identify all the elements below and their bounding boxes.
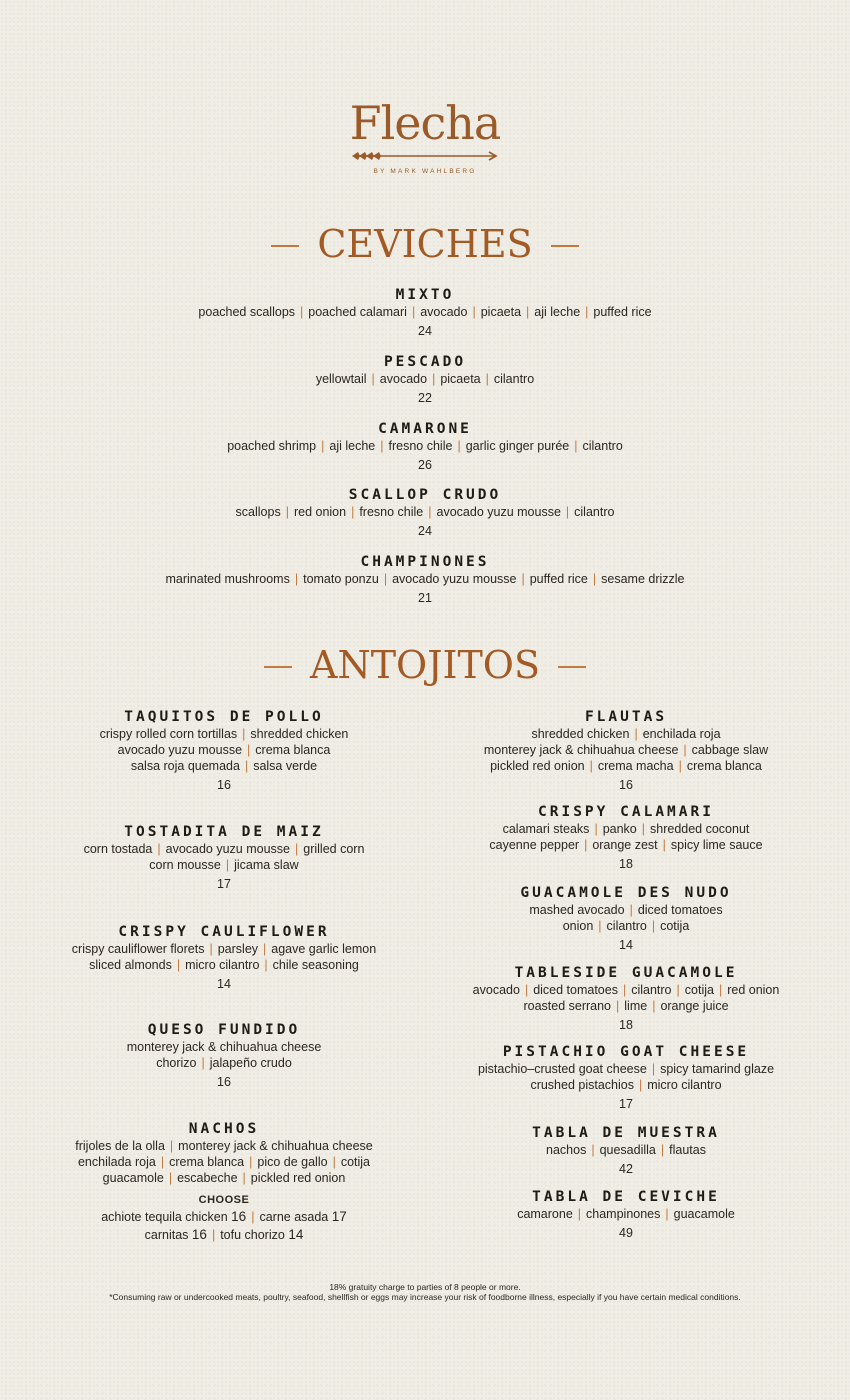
ingredient: chorizo <box>156 1056 197 1070</box>
menu-item <box>0 353 850 407</box>
logo <box>0 98 850 175</box>
ingredient-line <box>24 857 424 873</box>
ingredient: mashed avocado <box>529 903 625 917</box>
separator: | <box>251 1210 255 1224</box>
ingredient-line <box>24 758 424 774</box>
ingredient-line <box>24 742 424 758</box>
separator: | <box>176 958 181 972</box>
dish-name: PISTACHIO GOAT CHEESE <box>502 1044 750 1060</box>
ingredient: scallops <box>235 505 281 519</box>
ingredient-line <box>426 918 826 934</box>
ingredient: sliced almonds <box>89 958 172 972</box>
separator: | <box>321 439 325 453</box>
ingredient-line <box>426 742 826 758</box>
separator: | <box>591 1143 595 1157</box>
menu-item <box>426 803 826 873</box>
footer <box>0 1282 850 1302</box>
dish-price: 24 <box>418 524 432 538</box>
separator: | <box>584 838 588 852</box>
dish-price: 16 <box>217 778 231 792</box>
separator: | <box>616 999 620 1013</box>
ingredient: pistachio–crusted goat cheese <box>477 1062 647 1076</box>
ingredient-line <box>426 821 826 837</box>
menu-item <box>24 923 424 993</box>
ingredient: agave garlic lemon <box>271 942 377 956</box>
dish-price: 16 <box>619 778 633 792</box>
ingredient-line <box>426 902 826 918</box>
choose-label: CHOOSE <box>198 1194 250 1206</box>
ingredient: champinones <box>586 1207 661 1221</box>
ingredient-line <box>24 1154 424 1170</box>
ingredient-line <box>24 1055 424 1071</box>
separator: | <box>638 1078 643 1092</box>
ingredient-line <box>24 1039 424 1055</box>
separator: | <box>565 505 570 519</box>
menu-item <box>426 884 826 954</box>
separator: | <box>211 1228 216 1242</box>
ingredient: cotija <box>684 983 714 997</box>
ingredient-line <box>0 438 850 454</box>
ingredient: avocado yuzu mousse <box>392 572 517 586</box>
ingredient: shredded coconut <box>650 822 750 836</box>
separator: | <box>629 903 633 917</box>
separator: | <box>457 439 461 453</box>
ingredient: crema blanca <box>169 1155 245 1169</box>
ingredient: micro cilantro <box>185 958 260 972</box>
menu-item <box>0 420 850 474</box>
dish-price: 24 <box>418 324 432 338</box>
menu-item <box>426 1124 826 1178</box>
ceviches-title <box>0 222 850 266</box>
protein-label: carne asada <box>259 1210 329 1224</box>
ingredient: poached calamari <box>308 305 407 319</box>
separator: | <box>651 1062 656 1076</box>
separator: | <box>485 372 489 386</box>
protein-price: 17 <box>331 1209 347 1224</box>
separator: | <box>295 842 299 856</box>
ingredient: cilantro <box>574 505 615 519</box>
menu-item <box>426 964 826 1034</box>
ingredient: diced tomatoes <box>533 983 618 997</box>
gratuity-note: 18% gratuity charge to parties of 8 people or more. <box>329 1282 521 1292</box>
protein-options <box>24 1208 424 1226</box>
ingredient-line <box>426 1061 826 1077</box>
separator: | <box>472 305 476 319</box>
ingredient-line <box>24 1138 424 1154</box>
separator: | <box>589 759 593 773</box>
ingredient: garlic ginger purée <box>465 439 570 453</box>
separator: | <box>160 1155 165 1169</box>
ingredient: escabeche <box>177 1171 238 1185</box>
title-dash-right <box>558 666 586 668</box>
ingredient-line <box>426 758 826 774</box>
ingredient: picaeta <box>440 372 481 386</box>
separator: | <box>432 372 436 386</box>
ingredient-line <box>0 504 850 520</box>
ingredient: cilantro <box>493 372 535 386</box>
ingredient: red onion <box>727 983 780 997</box>
dish-name: GUACAMOLE DES NUDO <box>520 885 732 901</box>
separator: | <box>157 842 161 856</box>
ingredient: cotija <box>660 919 690 933</box>
separator: | <box>242 1171 246 1185</box>
separator: | <box>244 759 249 773</box>
dish-name: CRISPY CALAMARI <box>538 804 714 820</box>
ingredient: diced tomatoes <box>637 903 723 917</box>
dish-name: QUESO FUNDIDO <box>147 1022 301 1038</box>
ingredient: picaeta <box>480 305 522 319</box>
ingredient: quesadilla <box>599 1143 656 1157</box>
title-dash-right <box>551 245 579 247</box>
ingredient: fresno chile <box>388 439 453 453</box>
ingredient: fresno chile <box>359 505 424 519</box>
separator: | <box>249 1155 253 1169</box>
ingredient-line <box>0 371 850 387</box>
ceviches-title-text: CEVICHES <box>317 222 533 266</box>
separator: | <box>652 999 656 1013</box>
separator: | <box>411 305 416 319</box>
dish-price: 14 <box>619 938 633 952</box>
antojitos-title-text: ANTOJITOS <box>310 643 540 687</box>
ingredient-line <box>426 837 826 853</box>
ingredient: avocado <box>379 372 428 386</box>
menu-item <box>24 1120 424 1244</box>
dish-name: CAMARONE <box>378 421 472 437</box>
separator: | <box>168 1171 173 1185</box>
ingredient: orange juice <box>660 999 729 1013</box>
protein-price: 16 <box>191 1227 207 1242</box>
separator: | <box>662 838 666 852</box>
protein-label: achiote tequila chicken <box>101 1210 228 1224</box>
ingredient-line <box>24 1170 424 1186</box>
dish-name: PESCADO <box>383 354 467 370</box>
ingredient: chile seasoning <box>272 958 359 972</box>
ingredient: lime <box>624 999 648 1013</box>
separator: | <box>380 439 384 453</box>
dish-name: TOSTADITA DE MAIZ <box>124 824 324 840</box>
separator: | <box>641 822 645 836</box>
ingredient-line <box>426 1077 826 1093</box>
ingredient: crispy cauliflower florets <box>71 942 205 956</box>
ingredient: avocado <box>420 305 468 319</box>
ingredient: spicy lime sauce <box>670 838 763 852</box>
menu-item <box>24 823 424 893</box>
ingredient: salsa roja quemada <box>130 759 240 773</box>
ingredient: monterey jack & chihuahua cheese <box>178 1139 373 1153</box>
protein-label: carnitas <box>144 1228 189 1242</box>
ingredient: cayenne pepper <box>489 838 580 852</box>
dish-name: CRISPY CAULIFLOWER <box>118 924 330 940</box>
ingredient: tomato ponzu <box>303 572 379 586</box>
separator: | <box>594 822 598 836</box>
ingredient-line <box>24 957 424 973</box>
ingredient: avocado <box>472 983 520 997</box>
dish-price: 42 <box>619 1162 633 1176</box>
menu-item <box>0 553 850 607</box>
ingredient: nachos <box>546 1143 587 1157</box>
ingredient: yellowtail <box>315 372 367 386</box>
ingredient: roasted serrano <box>523 999 612 1013</box>
protein-price: 14 <box>288 1227 304 1242</box>
separator: | <box>247 743 251 757</box>
ingredient-line <box>24 726 424 742</box>
ingredient: guacamole <box>673 1207 735 1221</box>
ingredient: camarone <box>517 1207 573 1221</box>
ingredient: cotija <box>340 1155 371 1169</box>
ingredient-line <box>426 726 826 742</box>
separator: | <box>294 572 299 586</box>
ingredient: crema macha <box>597 759 674 773</box>
ingredient-line <box>426 982 826 998</box>
ingredient: marinated mushrooms <box>165 572 290 586</box>
ingredient: orange zest <box>592 838 658 852</box>
ingredient: crema blanca <box>686 759 762 773</box>
ingredient: pickled red onion <box>250 1171 346 1185</box>
separator: | <box>285 505 289 519</box>
ingredient: poached shrimp <box>227 439 317 453</box>
ingredient: corn mousse <box>149 858 221 872</box>
separator: | <box>169 1139 174 1153</box>
separator: | <box>383 572 388 586</box>
separator: | <box>585 305 589 319</box>
ingredient-line <box>0 304 850 320</box>
separator: | <box>526 305 530 319</box>
ingredient: grilled corn <box>303 842 365 856</box>
ingredient: panko <box>602 822 637 836</box>
separator: | <box>332 1155 336 1169</box>
dish-price: 17 <box>619 1097 633 1111</box>
dish-price: 26 <box>418 458 432 472</box>
separator: | <box>264 958 268 972</box>
ingredient: monterey jack & chihuahua cheese <box>483 743 679 757</box>
ingredient: calamari steaks <box>502 822 590 836</box>
separator: | <box>634 727 638 741</box>
ingredient: cilantro <box>582 439 623 453</box>
ingredient: enchilada roja <box>642 727 721 741</box>
separator: | <box>300 305 304 319</box>
ingredient: crushed pistachios <box>530 1078 634 1092</box>
ingredient: cilantro <box>606 919 647 933</box>
separator: | <box>201 1056 205 1070</box>
separator: | <box>683 743 687 757</box>
ingredient: aji leche <box>534 305 581 319</box>
dish-price: 17 <box>217 877 231 891</box>
ingredient: shredded chicken <box>250 727 349 741</box>
separator: | <box>428 505 432 519</box>
menu-item <box>24 1021 424 1091</box>
ingredient: sesame drizzle <box>601 572 685 586</box>
ingredient-line <box>426 1206 826 1222</box>
ingredient-line <box>426 1142 826 1158</box>
ingredient: puffed rice <box>593 305 652 319</box>
menu-item <box>24 708 424 794</box>
ingredient: poached scallops <box>198 305 296 319</box>
ingredient: flautas <box>669 1143 706 1157</box>
protein-options <box>24 1226 424 1244</box>
separator: | <box>718 983 723 997</box>
dish-price: 14 <box>217 977 231 991</box>
separator: | <box>225 858 230 872</box>
dish-name: CHAMPINONES <box>360 554 490 570</box>
separator: | <box>592 572 597 586</box>
separator: | <box>371 372 375 386</box>
ingredient-line <box>24 941 424 957</box>
brand-name: Flecha <box>349 96 501 150</box>
dish-name: NACHOS <box>188 1121 260 1137</box>
dish-name: SCALLOP CRUDO <box>348 487 502 503</box>
title-dash-left <box>271 245 299 247</box>
dish-price: 18 <box>619 1018 633 1032</box>
dish-name: TABLA DE MUESTRA <box>532 1125 720 1141</box>
ingredient: pickled red onion <box>490 759 585 773</box>
foodborne-warning: *Consuming raw or undercooked meats, poultry, seafood, shellfish or eggs may increase your risk of foodborne illness, especially if you have certain medical conditions. <box>109 1292 741 1302</box>
ingredient: red onion <box>293 505 347 519</box>
dish-price: 21 <box>418 591 432 605</box>
ingredient: monterey jack & chihuahua cheese <box>126 1040 322 1054</box>
ingredient: frijoles de la olla <box>75 1139 165 1153</box>
protein-price: 16 <box>231 1209 247 1224</box>
dish-name: TAQUITOS DE POLLO <box>124 709 324 725</box>
ingredient: shredded chicken <box>531 727 630 741</box>
separator: | <box>622 983 627 997</box>
dish-price: 18 <box>619 857 633 871</box>
menu-item <box>426 708 826 794</box>
ingredient-line <box>426 998 826 1014</box>
separator: | <box>651 919 656 933</box>
title-dash-left <box>264 666 292 668</box>
dish-price: 49 <box>619 1226 633 1240</box>
menu-item <box>0 486 850 540</box>
dish-price: 22 <box>418 391 432 405</box>
antojitos-title <box>0 643 850 687</box>
ingredient: enchilada roja <box>77 1155 156 1169</box>
ingredient: puffed rice <box>529 572 588 586</box>
ingredient: avocado yuzu mousse <box>436 505 561 519</box>
ingredient: salsa verde <box>253 759 318 773</box>
ingredient-line <box>0 571 850 587</box>
ingredient: pico de gallo <box>257 1155 328 1169</box>
separator: | <box>521 572 525 586</box>
menu-item <box>426 1188 826 1242</box>
protein-label: tofu chorizo <box>220 1228 285 1242</box>
separator: | <box>351 505 355 519</box>
separator: | <box>678 759 682 773</box>
dish-name: MIXTO <box>395 287 455 303</box>
menu-item <box>0 286 850 340</box>
ingredient: cilantro <box>631 983 672 997</box>
ingredient: crema blanca <box>255 743 331 757</box>
ingredient: jicama slaw <box>234 858 299 872</box>
ingredient: jalapeño crudo <box>209 1056 292 1070</box>
separator: | <box>524 983 529 997</box>
separator: | <box>242 727 246 741</box>
ingredient: avocado yuzu mousse <box>165 842 291 856</box>
dish-name: FLAUTAS <box>584 709 668 725</box>
ingredient: spicy tamarind glaze <box>660 1062 775 1076</box>
separator: | <box>209 942 213 956</box>
ingredient: onion <box>562 919 594 933</box>
ingredient: cabbage slaw <box>691 743 769 757</box>
ingredient: crispy rolled corn tortillas <box>99 727 238 741</box>
separator: | <box>676 983 680 997</box>
separator: | <box>263 942 267 956</box>
ingredient: avocado yuzu mousse <box>117 743 243 757</box>
dish-name: TABLESIDE GUACAMOLE <box>514 965 738 981</box>
ingredient: guacamole <box>102 1171 164 1185</box>
ingredient-line <box>24 841 424 857</box>
ingredient: micro cilantro <box>647 1078 722 1092</box>
arrow-icon <box>350 150 500 162</box>
ingredient: corn tostada <box>83 842 153 856</box>
ingredient: parsley <box>217 942 259 956</box>
separator: | <box>574 439 578 453</box>
ingredient: aji leche <box>329 439 376 453</box>
separator: | <box>660 1143 665 1157</box>
separator: | <box>665 1207 669 1221</box>
menu-item <box>426 1043 826 1113</box>
brand-tagline: BY MARK WAHLBERG <box>373 168 477 175</box>
separator: | <box>598 919 602 933</box>
separator: | <box>577 1207 582 1221</box>
dish-price: 16 <box>217 1075 231 1089</box>
dish-name: TABLA DE CEVICHE <box>532 1189 720 1205</box>
